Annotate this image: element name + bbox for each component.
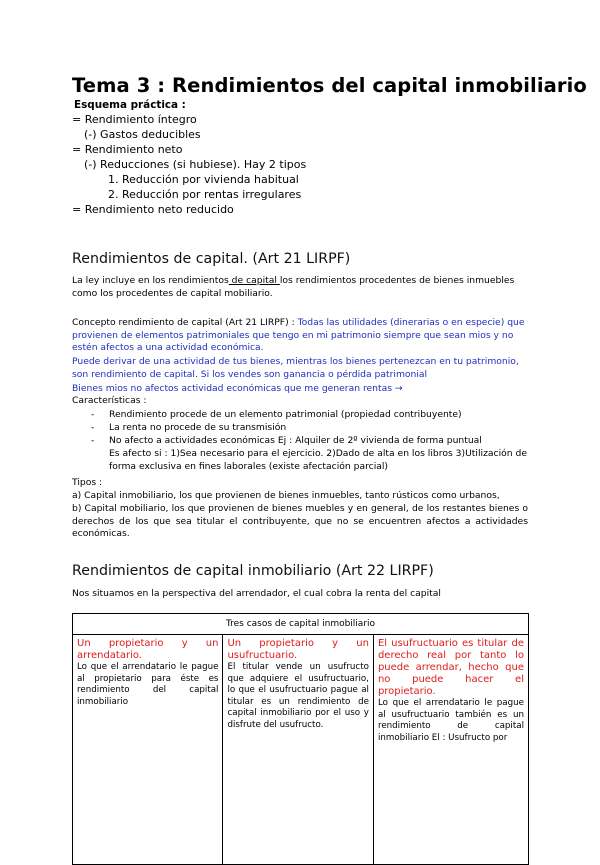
esquema-line: = Rendimiento neto reducido bbox=[72, 203, 234, 216]
caracteristica-item: La renta no procede de su transmisión bbox=[109, 422, 287, 433]
esquema-line: = Rendimiento íntegro bbox=[72, 113, 197, 126]
concepto-label: Concepto rendimiento de capital (Art 21 LIRPF) : bbox=[72, 317, 298, 328]
intro-text: La ley incluye en los rendimientos bbox=[72, 275, 229, 286]
tipo-item: b) Capital mobiliario, los que provienen de bienes muebles y en general, de los restantes bienes o derechos de los que sea titular el contribuyente, que no se encuentren afectos a actividades económicas. bbox=[72, 503, 528, 540]
case-body: Lo que el arrendatario le pague al propietario para éste es rendimiento del capital inmobiliario bbox=[77, 662, 219, 707]
case-body: Lo que el arrendatario le pague al usufructuario también es un rendimiento de capital inmobiliario El : Usufructo por bbox=[377, 698, 524, 743]
section-heading-inmobiliario: Rendimientos de capital inmobiliario (Art 22 LIRPF) bbox=[72, 563, 434, 579]
concepto-paragraph-3: Bienes mios no afectos actividad económicas que me generan rentas → bbox=[72, 383, 403, 394]
concepto-paragraph-2: Puede derivar de una actividad de tus bienes, mientras los bienes pertenezcan en tu patrimonio, son rendimiento de capital. Si los vendes son ganancia o pérdida patrimonial bbox=[72, 356, 519, 380]
esquema-line: 2. Reducción por rentas irregulares bbox=[108, 188, 302, 201]
table-header: Tres casos de capital inmobiliario bbox=[73, 614, 529, 635]
case-heading: Un propietario y un arrendatario. bbox=[77, 638, 219, 661]
section-heading-capital: Rendimientos de capital. (Art 21 LIRPF) bbox=[72, 251, 351, 267]
inmobiliario-intro: Nos situamos en la perspectiva del arrendador, el cual cobra la renta del capital bbox=[72, 588, 441, 599]
bullet-dash: - bbox=[91, 422, 95, 433]
esquema-line: (-) Reducciones (si hubiese). Hay 2 tipos bbox=[84, 158, 307, 171]
table-cell bbox=[223, 635, 373, 865]
concepto-definition: Todas las utilidades (dinerarias o en especie) que provienen de elementos patrimoniales que tengo en mi patrimonio siempre que sean mios y no estén afectos a una actividad económica. bbox=[72, 317, 525, 354]
bullet-dash: - bbox=[91, 435, 95, 446]
case-heading: Un propietario y un usufructuario. bbox=[227, 638, 369, 661]
esquema-line: (-) Gastos deducibles bbox=[84, 128, 201, 141]
intro-paragraph bbox=[72, 275, 528, 300]
intro-text-end: los rendimientos procedentes de bienes inmuebles como los procedentes de capital mobiliario. bbox=[72, 275, 515, 299]
case-body: El titular vende un usufructo que adquiere el usufructuario, lo que el usufructuario pague al titular es un rendimiento de capital inmobiliario por el uso y disfrute del usufructo. bbox=[227, 662, 369, 730]
caracteristica-extra: Es afecto si : 1)Sea necesario para el ejercicio. 2)Dado de alta en los libros 3)Utilización de forma exclusiva en fines laborales (existe afectación parcial) bbox=[109, 448, 527, 472]
esquema-line: = Rendimiento neto bbox=[72, 143, 183, 156]
bullet-dash: - bbox=[91, 409, 95, 420]
intro-link: de capital bbox=[228, 275, 280, 286]
tipo-item: a) Capital inmobiliario, los que provienen de bienes inmuebles, tanto rústicos como urbanos, bbox=[72, 490, 500, 501]
tipos-label: Tipos : bbox=[72, 477, 103, 488]
page-title: Tema 3 : Rendimientos del capital inmobiliario bbox=[72, 74, 587, 97]
case-heading: El usufructuario es titular de derecho real por tanto lo puede arrendar, hecho que no puede hacer el propietario. bbox=[377, 638, 524, 697]
caracteristica-item: Rendimiento procede de un elemento patrimonial (propiedad contribuyente) bbox=[109, 409, 462, 420]
esquema-heading: Esquema práctica : bbox=[74, 99, 186, 111]
cases-table bbox=[72, 613, 529, 865]
table-cell bbox=[73, 635, 223, 865]
table-cell bbox=[373, 635, 528, 865]
caracteristica-item: No afecto a actividades económicas Ej : Alquiler de 2º vivienda de forma puntual bbox=[109, 435, 482, 446]
concepto-paragraph bbox=[72, 317, 528, 355]
esquema-line: 1. Reducción por vivienda habitual bbox=[108, 173, 299, 186]
caracteristicas-label: Características : bbox=[72, 395, 147, 406]
